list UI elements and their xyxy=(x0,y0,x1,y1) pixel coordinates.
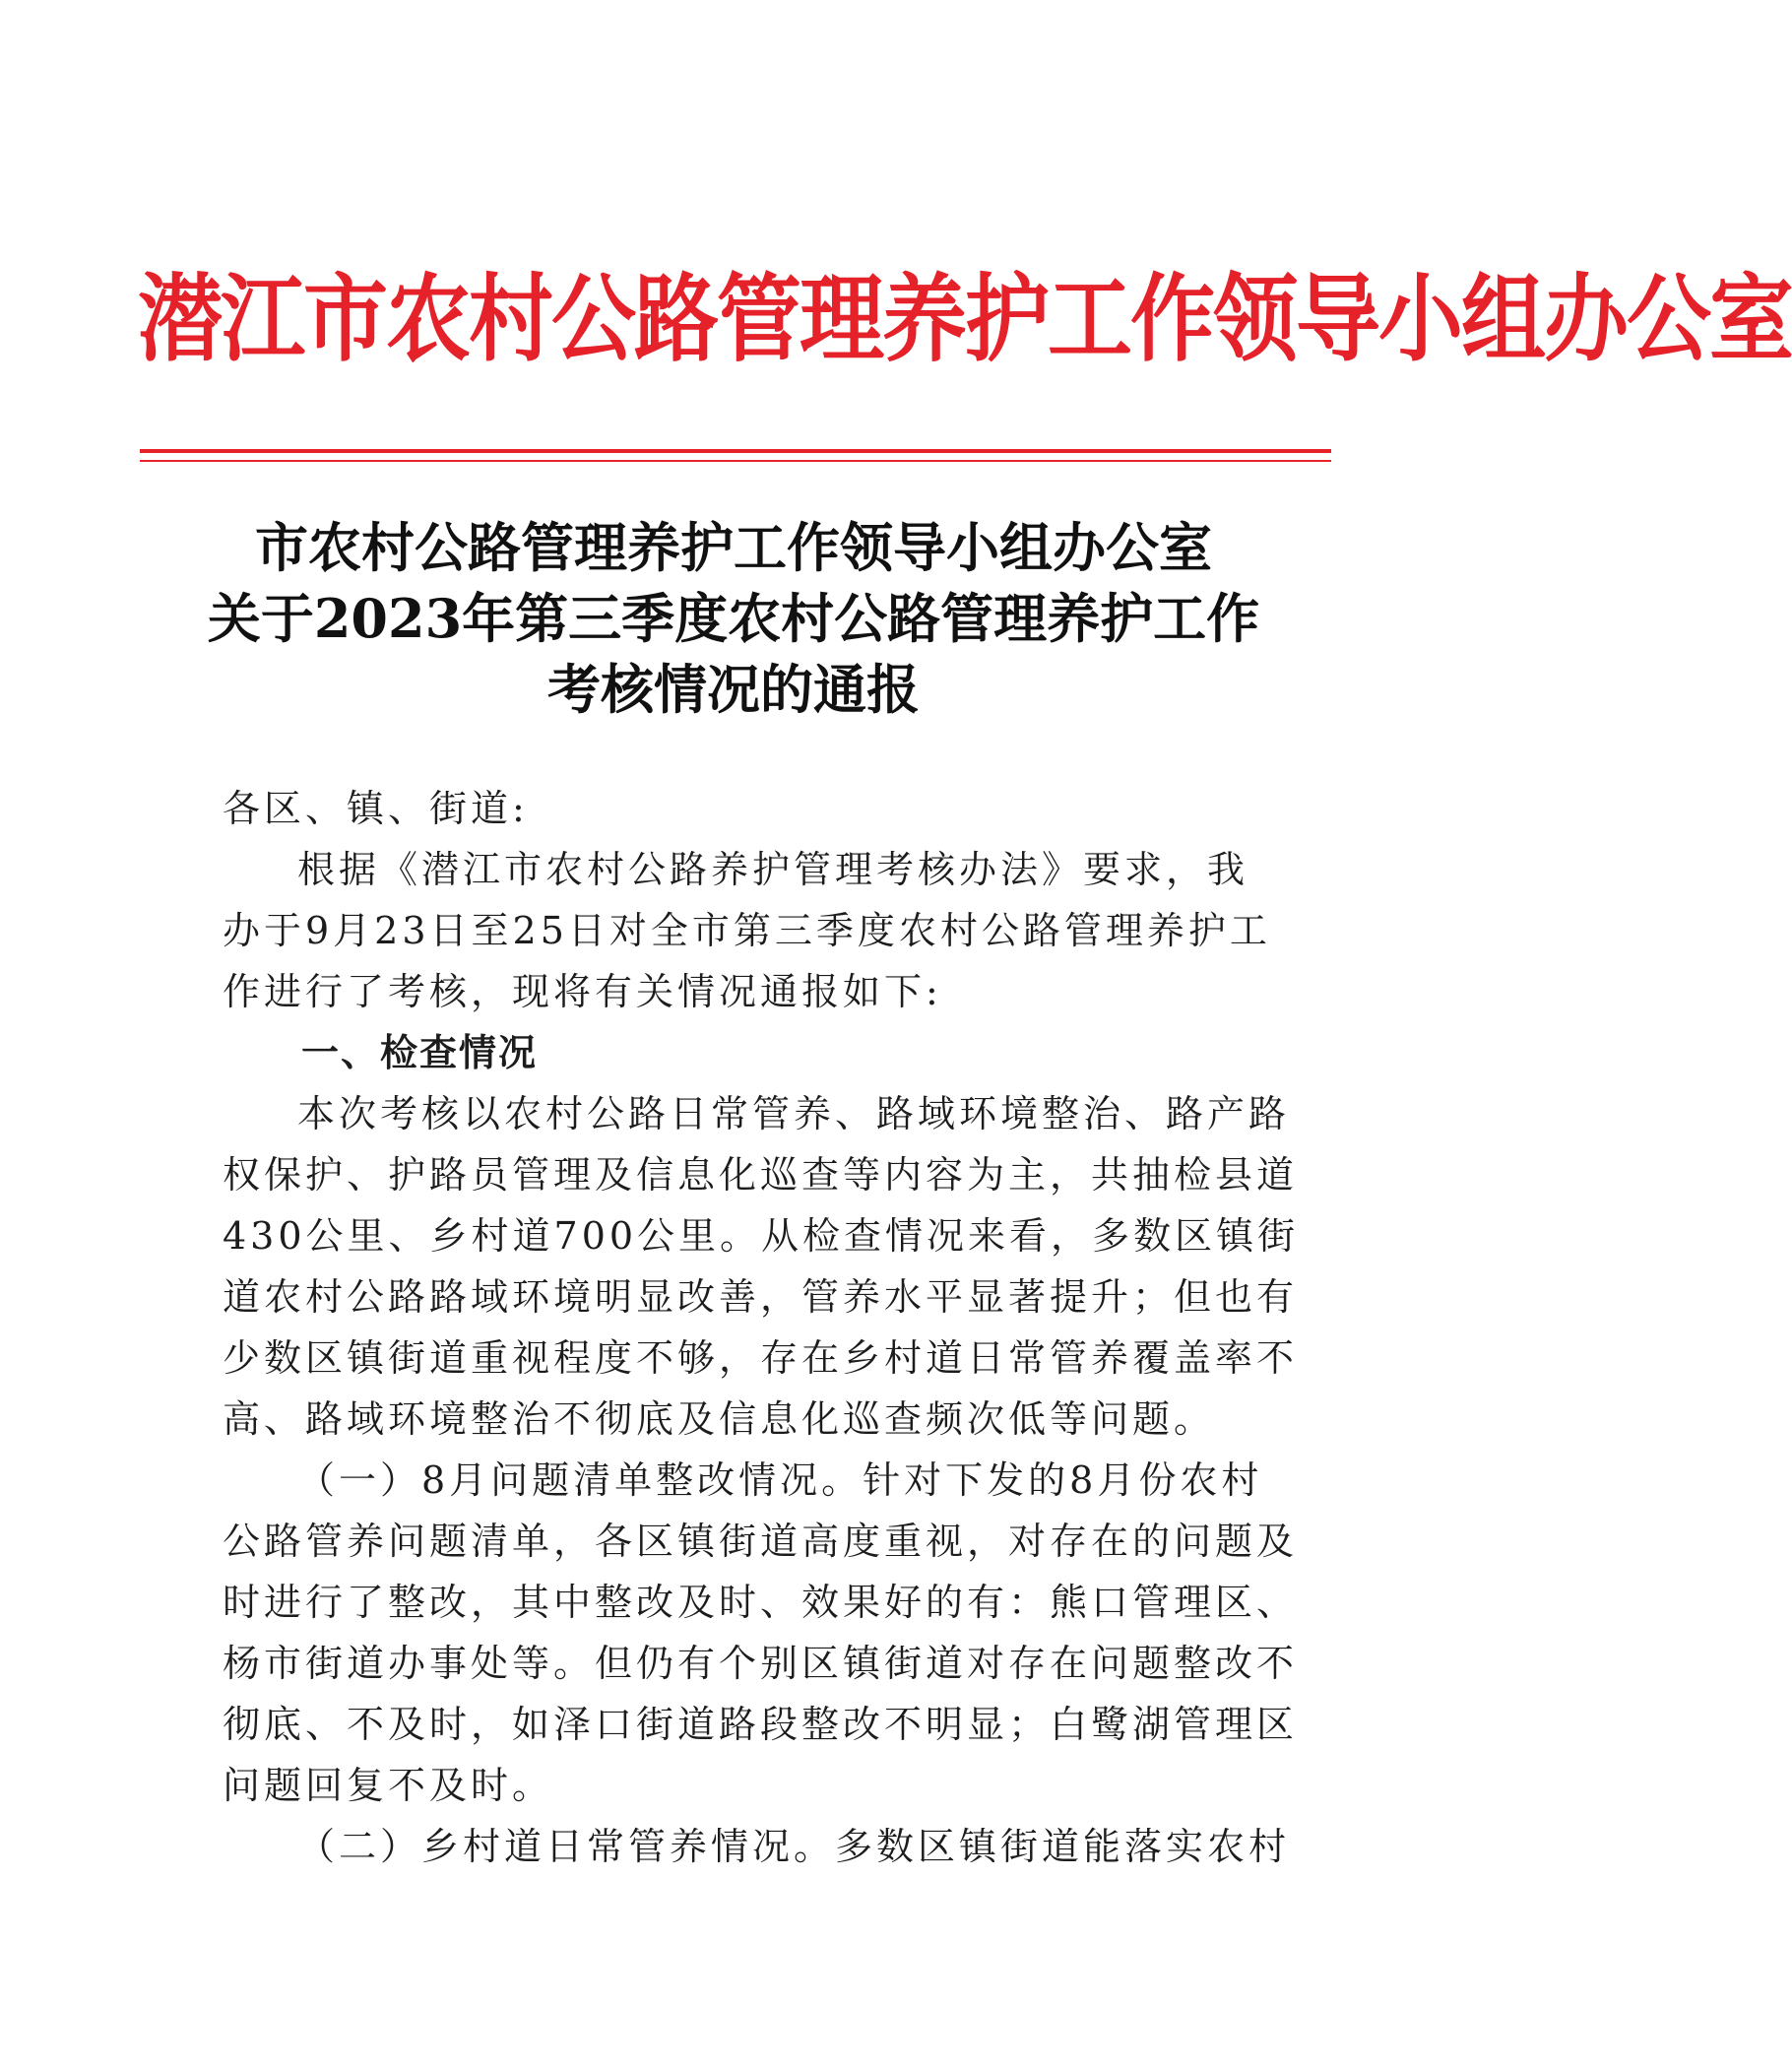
section-heading: 一、检查情况 xyxy=(301,1031,539,1074)
document-body xyxy=(223,778,1300,1877)
salutation: 各区、镇、街道: xyxy=(223,787,529,830)
paragraph-line: 作进行了考核，现将有关情况通报如下: xyxy=(223,970,942,1013)
title-line: 关于2023年第三季度农村公路管理养护工作 xyxy=(207,587,1260,650)
paragraph-line: 高、路域环境整治不彻底及信息化巡查频次低等问题。 xyxy=(223,1397,1216,1441)
paragraph-line: 本次考核以农村公路日常管养、路域环境整治、路产路 xyxy=(297,1092,1291,1135)
paragraph-line: 杨市街道办事处等。但仍有个别区镇街道对存在问题整改不 xyxy=(223,1642,1299,1685)
paragraph-line: 430公里、乡村道700公里。从检查情况来看，多数区镇街 xyxy=(223,1214,1300,1258)
title-line: 市农村公路管理养护工作领导小组办公室 xyxy=(255,516,1212,579)
paragraph-line: 道农村公路路域环境明显改善，管养水平显著提升；但也有 xyxy=(223,1275,1299,1319)
intro-paragraph xyxy=(223,839,1271,1022)
paragraph-line: 时进行了整改，其中整改及时、效果好的有：熊口管理区、 xyxy=(223,1581,1299,1624)
letterhead-rule-thick xyxy=(140,449,1331,453)
paragraph-line: 少数区镇街道重视程度不够，存在乡村道日常管养覆盖率不 xyxy=(223,1336,1299,1380)
letterhead-rule-thin xyxy=(140,460,1331,462)
paragraph-line: 问题回复不及时。 xyxy=(223,1764,554,1807)
letterhead-org-name: 潜江市农村公路管理养护工作领导小组办公室 xyxy=(138,265,1792,375)
subsection-1-paragraph xyxy=(223,1450,1299,1816)
subsection-2-paragraph xyxy=(223,1816,1291,1877)
paragraph-line: （二）乡村道日常管养情况。多数区镇街道能落实农村 xyxy=(297,1825,1291,1868)
paragraph-line: 彻底、不及时，如泽口街道路段整改不明显；白鹭湖管理区 xyxy=(223,1703,1299,1746)
paragraph-line: 办于9月23日至25日对全市第三季度农村公路管理养护工 xyxy=(223,909,1271,952)
document-title xyxy=(197,512,1270,725)
paragraph-line: 公路管养问题清单，各区镇街道高度重视，对存在的问题及 xyxy=(223,1520,1299,1563)
paragraph-line: （一）8月问题清单整改情况。针对下发的8月份农村 xyxy=(297,1458,1263,1502)
section-intro-paragraph xyxy=(223,1083,1300,1450)
title-line: 考核情况的通报 xyxy=(547,658,920,721)
paragraph-line: 根据《潜江市农村公路养护管理考核办法》要求，我 xyxy=(297,848,1249,891)
paragraph-line: 权保护、护路员管理及信息化巡查等内容为主，共抽检县道 xyxy=(223,1153,1299,1197)
